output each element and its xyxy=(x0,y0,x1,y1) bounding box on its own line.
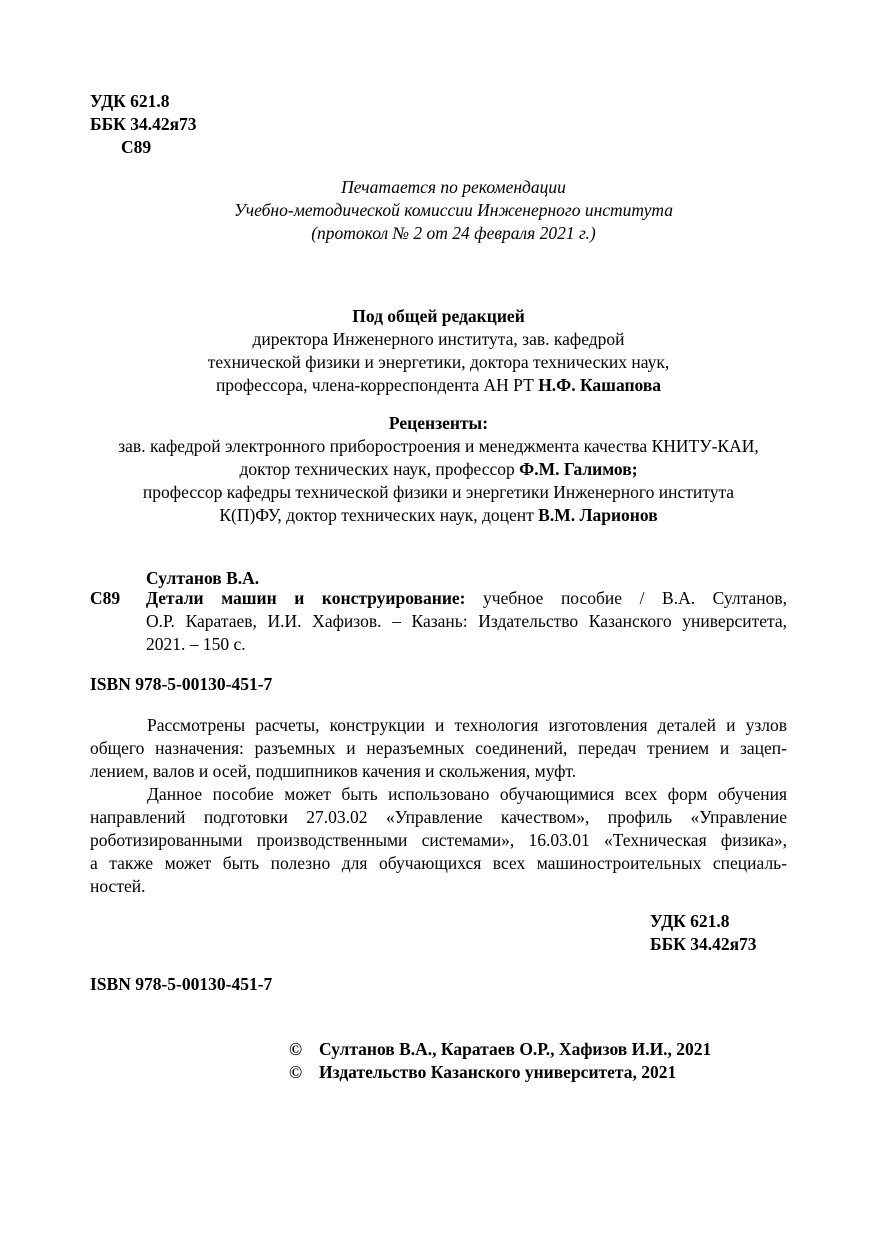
reviewer-line-3: профессор кафедры технической физики и энергетики Инженерного института xyxy=(142,482,735,502)
copyright-symbol: © xyxy=(289,1039,303,1059)
recommendation-line-2: Учебно-методической комиссии Инженерного института xyxy=(233,200,674,220)
editor-name: Н.Ф. Кашапова xyxy=(538,375,662,395)
reviewer-line-2: доктор технических наук, профессор Ф.М. Галимов; xyxy=(239,459,638,479)
footer-codes xyxy=(650,910,757,956)
copyright-block xyxy=(289,1038,711,1084)
recommendation-line-3: (протокол № 2 от 24 февраля 2021 г.) xyxy=(311,223,596,243)
bib-line-2: О.Р. Каратаев, И.И. Хафизов. – Казань: Издательство Казанского университета, xyxy=(146,611,787,631)
abstract xyxy=(90,714,787,898)
reviewers-block xyxy=(0,412,877,527)
reviewer-name-1: Ф.М. Галимов; xyxy=(519,459,638,479)
abstract-p1-line-2: общего назначения: разъемных и неразъемных соединений, передач трением и зацеп- xyxy=(90,738,787,758)
bib-description xyxy=(146,587,787,656)
reviewer-line-1: зав. кафедрой электронного приборостроения и менеджмента качества КНИТУ-КАИ, xyxy=(118,436,759,456)
bib-code: С89 xyxy=(90,588,121,608)
reviewer-line-4: К(П)ФУ, доктор технических наук, доцент В.М. Ларионов xyxy=(219,505,658,525)
footer-bbk: ББК 34.42я73 xyxy=(650,934,757,954)
footer-udk: УДК 621.8 xyxy=(650,911,730,931)
abstract-p2-line-2: направлений подготовки 27.03.02 «Управление качеством», профиль «Управление xyxy=(90,807,787,827)
abstract-p1-line-3: лением, валов и осей, подшипников качения и скольжения, муфт. xyxy=(90,761,577,781)
bib-line-1: Детали машин и конструирование: учебное пособие / В.А. Султанов, xyxy=(146,588,787,608)
abstract-p2-line-5: ностей. xyxy=(90,876,146,896)
recommendation-line-1: Печатается по рекомендации xyxy=(341,177,566,197)
editor-heading: Под общей редакцией xyxy=(352,306,525,326)
editor-block xyxy=(0,305,877,397)
abstract-p2-line-3: роботизированными производственными системами», 16.03.01 «Техническая физика», xyxy=(90,830,787,850)
abstract-p2-line-1: Данное пособие может быть использовано обучающимися всех форм обучения xyxy=(147,784,787,804)
copyright-line-1: © Султанов В.А., Каратаев О.Р., Хафизов И.И., 2021 xyxy=(289,1039,712,1059)
udk-code: УДК 621.8 xyxy=(90,91,170,111)
bib-title: Детали машин и конструирование: xyxy=(146,588,466,608)
abstract-p2-line-4: а также может быть полезно для обучающихся всех машиностроительных специаль- xyxy=(90,853,787,873)
copyright-symbol: © xyxy=(289,1062,303,1082)
isbn-top: ISBN 978-5-00130-451-7 xyxy=(90,674,273,694)
reviewer-name-2: В.М. Ларионов xyxy=(538,505,658,525)
bib-line-3: 2021. – 150 с. xyxy=(146,634,246,654)
bib-author: Султанов В.А. xyxy=(146,568,260,588)
abstract-p1-line-1: Рассмотрены расчеты, конструкции и технология изготовления деталей и узлов xyxy=(147,715,787,735)
isbn-bottom: ISBN 978-5-00130-451-7 xyxy=(90,974,273,994)
header-codes xyxy=(90,90,197,159)
editor-line-1: директора Инженерного института, зав. кафедрой xyxy=(252,329,625,349)
bbk-code: ББК 34.42я73 xyxy=(90,114,197,134)
recommendation-note xyxy=(0,176,877,245)
editor-line-2: технической физики и энергетики, доктора технических наук, xyxy=(207,352,670,372)
copyright-line-2: © Издательство Казанского университета, 2021 xyxy=(289,1062,677,1082)
author-sign-code: С89 xyxy=(121,137,152,157)
reviewers-heading: Рецензенты: xyxy=(388,413,489,433)
editor-line-3: профессора, члена-корреспондента АН РТ Н.Ф. Кашапова xyxy=(215,375,662,395)
